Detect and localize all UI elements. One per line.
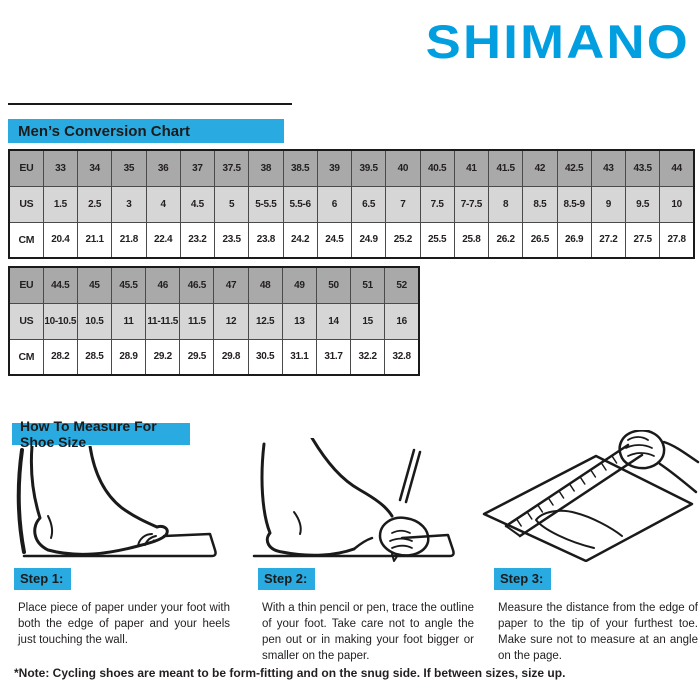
size-cell: 21.8 (112, 222, 146, 258)
size-cell: 16 (385, 303, 419, 339)
size-cell: 30.5 (248, 339, 282, 375)
step-3-text: Measure the distance from the edge of paper to the tip of your furthest toe. Make sure not to measure at an angle on the page. (498, 602, 698, 662)
size-cell: 11-11.5 (146, 303, 180, 339)
size-cell: 27.5 (626, 222, 660, 258)
foot-illustration-3 (474, 430, 700, 562)
step-2-section (258, 568, 474, 664)
size-cell: 21.1 (78, 222, 112, 258)
size-row-cm (9, 339, 419, 375)
step-1-text: Place piece of paper under your foot with both the edge of paper and your heels just touching the wall. (18, 602, 230, 646)
size-cell: 50 (316, 267, 350, 303)
size-cell: 45.5 (111, 267, 145, 303)
size-cell: 10 (660, 186, 694, 222)
size-cell: 9.5 (626, 186, 660, 222)
size-cell: 23.8 (249, 222, 283, 258)
size-cell: 24.9 (352, 222, 386, 258)
mens-size-table-1 (8, 149, 695, 259)
size-cell: 8 (489, 186, 523, 222)
size-cell: 29.2 (146, 339, 180, 375)
size-cell: 28.9 (111, 339, 145, 375)
size-cell: 8.5-9 (557, 186, 591, 222)
size-cell: 29.8 (214, 339, 248, 375)
size-cell: 10.5 (77, 303, 111, 339)
size-cell: 33 (43, 150, 77, 186)
step-3-label: Step 3: (494, 568, 551, 590)
size-cell: 39.5 (352, 150, 386, 186)
step-3-section (494, 568, 698, 664)
size-row-eu (9, 267, 419, 303)
size-cell: 7-7.5 (454, 186, 488, 222)
foot-against-wall-illustration (8, 446, 236, 562)
size-cell: 34 (78, 150, 112, 186)
measure-paper-illustration (474, 430, 700, 562)
step-2-label: Step 2: (258, 568, 315, 590)
size-cell: 46.5 (180, 267, 214, 303)
size-cell: 32.8 (385, 339, 419, 375)
size-row-us (9, 303, 419, 339)
sizing-footnote: *Note: Cycling shoes are meant to be form-fitting and on the snug side. If between sizes, size up. (14, 666, 566, 680)
size-cell: 42 (523, 150, 557, 186)
row-label: EU (9, 150, 43, 186)
size-cell: 5-5.5 (249, 186, 283, 222)
size-cell: 26.5 (523, 222, 557, 258)
size-cell: 31.7 (316, 339, 350, 375)
size-cell: 6.5 (352, 186, 386, 222)
row-label: US (9, 186, 43, 222)
size-cell: 12 (214, 303, 248, 339)
size-cell: 51 (351, 267, 385, 303)
size-cell: 35 (112, 150, 146, 186)
size-cell: 25.2 (386, 222, 420, 258)
size-cell: 44.5 (43, 267, 77, 303)
size-cell: 46 (146, 267, 180, 303)
size-cell: 10-10.5 (43, 303, 77, 339)
size-cell: 26.2 (489, 222, 523, 258)
size-cell: 7.5 (420, 186, 454, 222)
size-cell: 36 (146, 150, 180, 186)
size-cell: 3 (112, 186, 146, 222)
size-cell: 44 (660, 150, 694, 186)
size-cell: 24.2 (283, 222, 317, 258)
size-cell: 5.5-6 (283, 186, 317, 222)
size-cell: 27.2 (591, 222, 625, 258)
size-cell: 42.5 (557, 150, 591, 186)
size-row-us (9, 186, 694, 222)
size-cell: 41.5 (489, 150, 523, 186)
size-cell: 38 (249, 150, 283, 186)
divider-line (8, 103, 292, 105)
size-cell: 1.5 (43, 186, 77, 222)
row-label: EU (9, 267, 43, 303)
size-cell: 24.5 (317, 222, 351, 258)
size-cell: 52 (385, 267, 419, 303)
mens-size-table-2 (8, 266, 420, 376)
size-cell: 40 (386, 150, 420, 186)
size-cell: 8.5 (523, 186, 557, 222)
size-cell: 48 (248, 267, 282, 303)
size-cell: 43.5 (626, 150, 660, 186)
size-cell: 20.4 (43, 222, 77, 258)
size-cell: 28.2 (43, 339, 77, 375)
size-cell: 23.5 (215, 222, 249, 258)
foot-illustration-1 (8, 446, 236, 562)
size-cell: 9 (591, 186, 625, 222)
size-cell: 32.2 (351, 339, 385, 375)
size-cell: 25.5 (420, 222, 454, 258)
size-cell: 47 (214, 267, 248, 303)
size-cell: 29.5 (180, 339, 214, 375)
size-cell: 37.5 (215, 150, 249, 186)
size-cell: 4 (146, 186, 180, 222)
size-cell: 43 (591, 150, 625, 186)
size-cell: 41 (454, 150, 488, 186)
section-title: Men’s Conversion Chart (18, 122, 190, 140)
size-cell: 13 (282, 303, 316, 339)
trace-foot-illustration (242, 438, 470, 562)
step-1-section (14, 568, 230, 648)
size-cell: 31.1 (282, 339, 316, 375)
step-2-text: With a thin pencil or pen, trace the outline of your foot. Take care not to angle the pen out or in making your foot bigger or smaller on the paper. (262, 602, 474, 662)
size-cell: 7 (386, 186, 420, 222)
size-cell: 5 (215, 186, 249, 222)
size-cell: 23.2 (180, 222, 214, 258)
size-row-cm (9, 222, 694, 258)
row-label: CM (9, 339, 43, 375)
size-cell: 25.8 (454, 222, 488, 258)
size-cell: 45 (77, 267, 111, 303)
size-cell: 49 (282, 267, 316, 303)
size-cell: 11 (111, 303, 145, 339)
how-to-measure-banner (12, 418, 190, 450)
size-cell: 4.5 (180, 186, 214, 222)
size-cell: 38.5 (283, 150, 317, 186)
size-cell: 11.5 (180, 303, 214, 339)
size-cell: 15 (351, 303, 385, 339)
size-cell: 6 (317, 186, 351, 222)
row-label: CM (9, 222, 43, 258)
size-cell: 2.5 (78, 186, 112, 222)
step-1-label: Step 1: (14, 568, 71, 590)
size-cell: 12.5 (248, 303, 282, 339)
size-cell: 37 (180, 150, 214, 186)
size-cell: 39 (317, 150, 351, 186)
size-cell: 40.5 (420, 150, 454, 186)
mens-conversion-chart-banner (8, 119, 284, 143)
size-cell: 27.8 (660, 222, 694, 258)
section-title: How To Measure For Shoe Size (20, 418, 157, 450)
size-cell: 28.5 (77, 339, 111, 375)
size-cell: 22.4 (146, 222, 180, 258)
size-cell: 14 (316, 303, 350, 339)
size-cell: 26.9 (557, 222, 591, 258)
foot-illustration-2 (242, 438, 470, 562)
size-row-eu (9, 150, 694, 186)
row-label: US (9, 303, 43, 339)
shimano-logo: SHIMANO (425, 15, 690, 68)
